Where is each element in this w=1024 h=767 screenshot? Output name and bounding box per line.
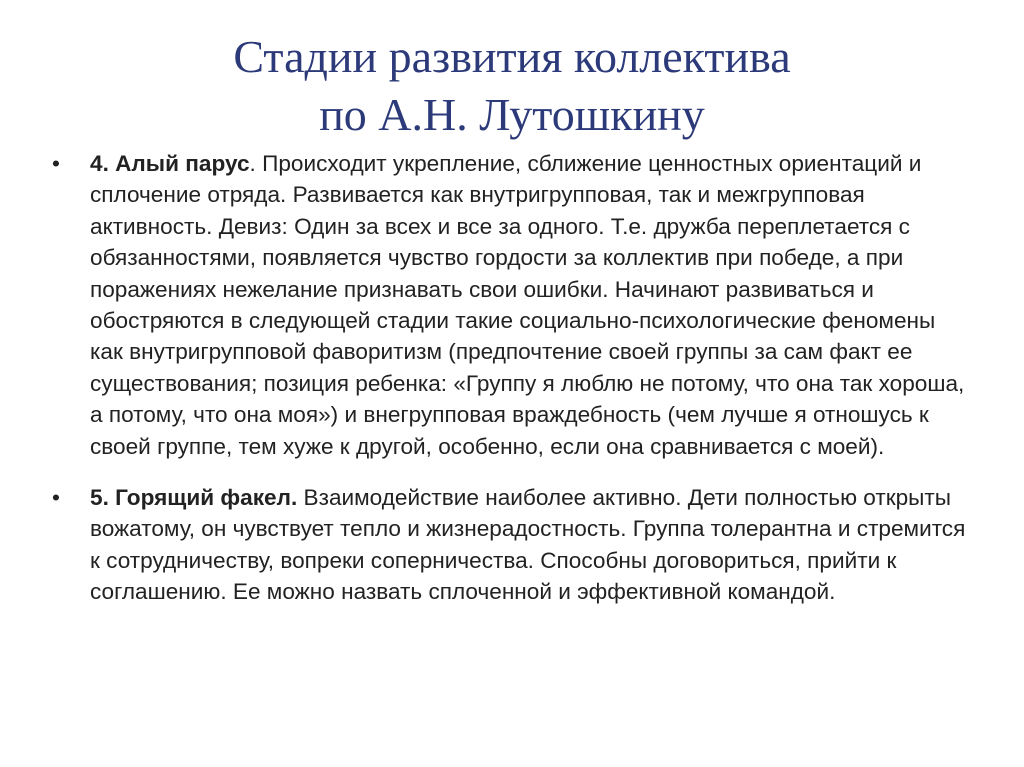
bullet-text: Взаимодействие наиболее активно. Дети полностью открыты вожатому, он чувствует тепло и жизнерадостность. Группа толерантна и стремится к сотрудничеству, вопреки соперничества. Способны договориться, прийти к соглашению. Ее можно назвать сплоченной и эффективной командой.	[90, 485, 966, 605]
slide-title	[0, 28, 1024, 144]
bullet-item-stage-5	[52, 482, 972, 608]
bullet-list	[52, 148, 972, 608]
bullet-item-stage-4	[52, 148, 972, 462]
bullet-dot: •	[52, 151, 60, 176]
slide-title-line-1: Стадии развития коллектива	[233, 31, 791, 82]
bullet-heading: 4. Алый парус	[90, 151, 250, 176]
slide-title-line-2: по А.Н. Лутошкину	[319, 89, 705, 140]
bullet-heading: 5. Горящий факел.	[90, 485, 298, 511]
bullet-dot: •	[52, 485, 60, 511]
bullet-text: . Происходит укрепление, сближение ценностных ориентаций и сплочение отряда. Развивается как внутригрупповая, так и межгрупповая активность. Девиз: Один за всех и все за одного. Т.е. дружба переплетается с обязанностями, появляется чувство гордости за коллектив при победе, а при поражениях нежелание признавать свои ошибки. Начинают развиваться и обостряются в следующей стадии такие социально-психологические феномены как внутригрупповой фаворитизм (предпочтение своей группы за сам факт ее существования; позиция ребенка: «Группу я люблю не потому, что она так хороша, а потому, что она моя») и внегрупповая враждебность (чем лучше я отношусь к своей группе, тем хуже к другой, особенно, если она сравнивается с моей).	[90, 151, 965, 459]
